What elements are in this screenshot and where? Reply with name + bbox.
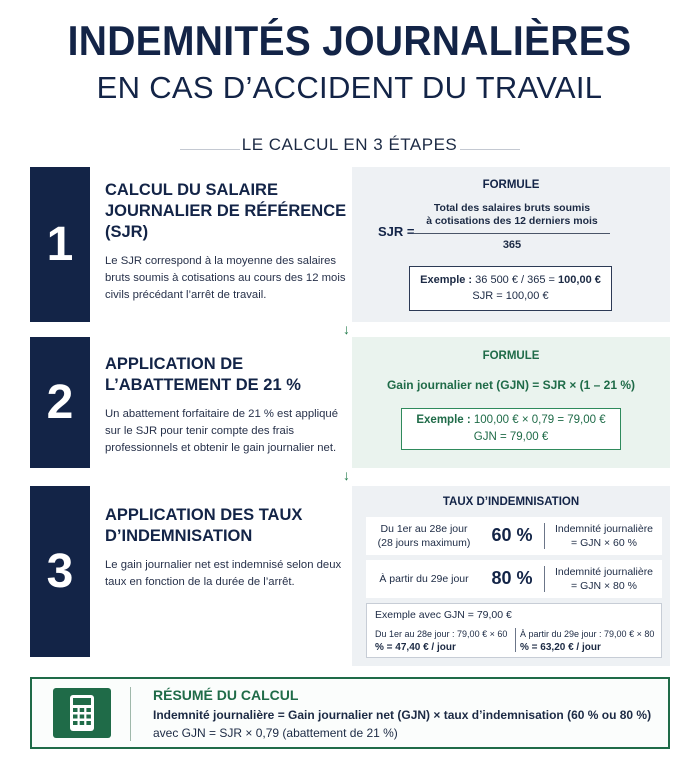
step-3-title: APPLICATION DES TAUX D’INDEMNISATION	[105, 506, 303, 545]
page-title: INDEMNITÉS JOURNALIÈRES	[67, 18, 632, 65]
example-divider	[515, 628, 516, 652]
rate-amount-line-2: = GJN × 80 %	[571, 580, 637, 592]
rate-amount	[546, 522, 662, 550]
rate-period	[366, 572, 482, 586]
arrow-down-icon: ↓	[343, 467, 350, 483]
arrow-down-icon: ↓	[343, 321, 350, 337]
example-line-2: GJN = 79,00 €	[473, 431, 549, 443]
example-title: Exemple avec GJN = 79,00 €	[375, 609, 512, 621]
fraction-bar	[414, 233, 610, 234]
rate-divider	[544, 566, 545, 592]
example-right-line-2: % = 63,20 € / jour	[520, 642, 601, 653]
step-2-number: 2	[30, 337, 90, 468]
gjn-formula: Gain journalier net (GJN) = SJR × (1 – 21 %)	[386, 378, 636, 392]
calculator-icon	[53, 688, 111, 738]
summary-line-1: Indemnité journalière = Gain journalier net (GJN) × taux d’indemnisation (60 % ou 80 %)	[153, 708, 652, 722]
rate-period	[366, 522, 482, 550]
summary-title: RÉSUMÉ DU CALCUL	[153, 687, 299, 703]
step-1-description: Le SJR correspond à la moyenne des salaires bruts soumis à cotisations au cours des 12 mois civils précédant l’arrêt de travail.	[105, 255, 346, 301]
step-2-example-box	[401, 408, 621, 450]
step-3-rates-panel	[352, 486, 670, 666]
step-2-formula-panel	[352, 337, 670, 468]
step-1-title: CALCUL DU SALAIRE JOURNALIER DE RÉFÉRENCE (SJR)	[105, 181, 347, 241]
summary-line-2: avec GJN = SJR × 0,79 (abattement de 21 %)	[153, 726, 398, 740]
rate-amount-line-1: Indemnité journalière	[554, 566, 654, 578]
rate-amount-line-1: Indemnité journalière	[554, 523, 654, 535]
example-calc: 36 500 € / 365 =	[475, 274, 555, 286]
rate-period-line-1: À partir du 29e jour	[379, 573, 469, 585]
step-2-text	[90, 354, 352, 457]
page-subtitle: EN CAS D’ACCIDENT DU TRAVAIL	[96, 70, 603, 105]
step-3-number: 3	[30, 486, 90, 657]
example-left-line-1: Du 1er au 28e jour : 79,00 € × 60	[375, 629, 508, 639]
rate-row-2	[366, 560, 662, 598]
step-1-example-box	[409, 266, 612, 311]
sjr-formula-lhs: SJR =	[378, 224, 415, 239]
section-heading: LE CALCUL EN 3 ÉTAPES	[241, 135, 458, 154]
rate-value: 60 %	[491, 525, 533, 545]
rate-value: 80 %	[491, 568, 533, 588]
sjr-formula-denominator: 365	[502, 239, 522, 251]
rate-divider	[544, 523, 545, 549]
example-calc: 100,00 € × 0,79 = 79,00 €	[473, 414, 606, 426]
step-1-text	[90, 180, 352, 304]
step-2-description: Un abattement forfaitaire de 21 % est appliqué sur le SJR pour tenir compte des frais professionnels et obtenir le gain journalier net.	[105, 408, 338, 454]
example-right-line-1: À partir du 29e jour : 79,00 € × 80	[520, 629, 655, 639]
step-3-text	[90, 505, 352, 591]
summary-box	[30, 677, 670, 749]
step-3-example-box	[366, 603, 662, 658]
example-result: 100,00 €	[558, 274, 601, 286]
example-label: Exemple :	[416, 414, 471, 426]
step-1-number: 1	[30, 167, 90, 322]
subtitle-rule-right	[460, 149, 520, 150]
example-label: Exemple :	[420, 274, 473, 286]
rate-row-1	[366, 517, 662, 555]
rate-period-line-2: (28 jours maximum)	[377, 537, 471, 549]
step-1-formula-panel	[352, 167, 670, 322]
step-2-panel-heading: FORMULE	[482, 350, 540, 362]
numerator-line-1: Total des salaires bruts soumis	[433, 202, 591, 214]
numerator-line-2: à cotisations des 12 derniers mois	[426, 215, 598, 227]
example-right	[520, 628, 660, 654]
step-3-panel-heading: TAUX D’INDEMNISATION	[442, 496, 580, 508]
step-2-title: APPLICATION DE L’ABATTEMENT DE 21 %	[105, 355, 301, 394]
step-3-description: Le gain journalier net est indemnisé selon deux taux en fonction de la durée de l’arrêt.	[105, 559, 342, 588]
rate-amount	[546, 565, 662, 593]
summary-divider	[130, 687, 131, 741]
example-left-line-2: % = 47,40 € / jour	[375, 642, 456, 653]
step-1-panel-heading: FORMULE	[482, 179, 540, 191]
rate-period-line-1: Du 1er au 28e jour	[380, 523, 468, 535]
example-line-2: SJR = 100,00 €	[472, 290, 549, 302]
example-left	[375, 628, 511, 654]
sjr-formula-numerator	[414, 202, 610, 228]
rate-amount-line-2: = GJN × 60 %	[571, 537, 637, 549]
